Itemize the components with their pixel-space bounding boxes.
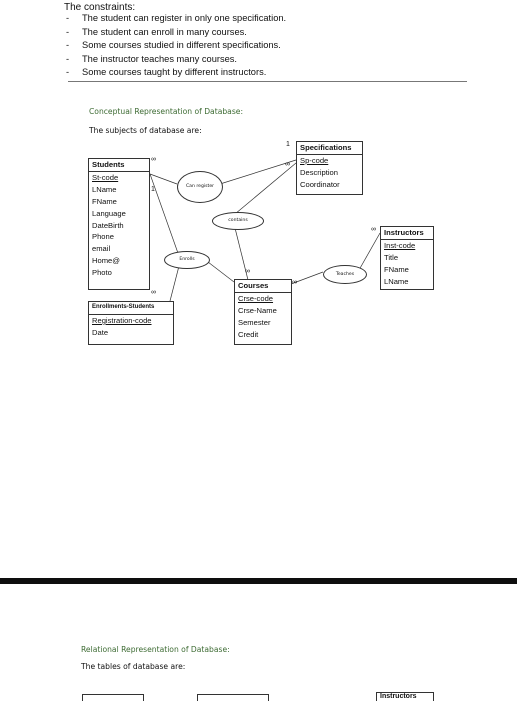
cardinality-many: ∞ (285, 161, 290, 168)
relational-subtitle: The tables of database are: (81, 662, 186, 671)
entity-field: Crse-Name (238, 305, 277, 315)
entity-field: email (92, 244, 111, 254)
constraint-item: - Some courses taught by different instructors. (66, 67, 267, 77)
list-dash: - (66, 67, 70, 77)
constraints-title: The constraints: (64, 2, 136, 13)
entity-enrollments-students (88, 301, 174, 345)
cardinality-one: 1 (151, 186, 155, 193)
entity-courses-title: Courses (235, 280, 291, 293)
entity-field: LName (92, 184, 117, 194)
line-teaches-instructors (359, 233, 380, 270)
entity-field-key: Sp-code (300, 155, 329, 165)
list-dash: - (66, 53, 70, 64)
cardinality-many: ∞ (292, 279, 297, 286)
entity-field-key: Inst-code (384, 240, 416, 250)
constraint-item: - The student can register in only one specification. (66, 13, 287, 23)
relationship-can-register: Can register (177, 171, 223, 203)
relationship-teaches: Teaches (323, 265, 367, 284)
entity-field-key: Crse-code (238, 293, 274, 303)
entity-enrollments-title: Enrollments-Students (89, 302, 173, 315)
entity-instructors-title: Instructors (381, 227, 433, 240)
relationship-contains: contains (212, 212, 264, 230)
entity-students (88, 158, 150, 290)
entity-courses (234, 279, 292, 345)
line-enrolls-courses (208, 262, 234, 282)
page-break-band (0, 578, 517, 584)
line-contains-specifications (235, 163, 296, 214)
entity-field: Photo (92, 268, 112, 278)
entity-field: Coordinator (300, 179, 340, 189)
cardinality-many: ∞ (151, 289, 156, 296)
entity-field: Phone (92, 232, 114, 242)
entity-field: LName (384, 276, 409, 286)
cardinality-many: ∞ (151, 156, 156, 163)
line-students-canregister (150, 174, 177, 184)
entity-field-key: St-code (92, 172, 119, 182)
cardinality-many: ∞ (371, 226, 376, 233)
relational-table-instructors-title: Instructors (380, 693, 417, 700)
entity-field: Description (300, 167, 338, 177)
entity-field: Credit (238, 329, 259, 339)
constraint-item: - The instructor teaches many courses. (66, 53, 238, 64)
conceptual-heading: Conceptual Representation of Database: (89, 107, 244, 116)
constraint-item: - Some courses studied in different specifications. (66, 40, 281, 50)
entity-specifications (296, 141, 363, 195)
conceptual-subtitle: The subjects of database are: (89, 126, 202, 135)
entity-field: Title (384, 252, 399, 262)
entity-specifications-title: Specifications (297, 142, 362, 155)
entity-field: FName (384, 264, 409, 274)
entity-field: Language (92, 208, 126, 218)
line-enrolls-enrollments (170, 266, 179, 301)
list-dash: - (66, 13, 70, 23)
entity-students-title: Students (89, 159, 149, 172)
entity-instructors (380, 226, 434, 290)
cardinality-one: 1 (286, 141, 290, 148)
entity-field: Semester (238, 317, 271, 327)
list-dash: - (66, 26, 70, 37)
entity-field-key: Registration-code (92, 315, 152, 325)
entity-field: Date (92, 327, 109, 337)
entity-field: Home@ (92, 256, 120, 266)
list-dash: - (66, 40, 70, 50)
entity-field: FName (92, 196, 117, 206)
entity-field: DateBirth (92, 220, 124, 230)
cardinality-many: ∞ (245, 268, 250, 275)
relational-heading: Relational Representation of Database: (81, 645, 230, 654)
relationship-enrolls: Enrolls (164, 251, 210, 269)
constraint-item: - The student can enroll in many courses. (66, 26, 247, 37)
